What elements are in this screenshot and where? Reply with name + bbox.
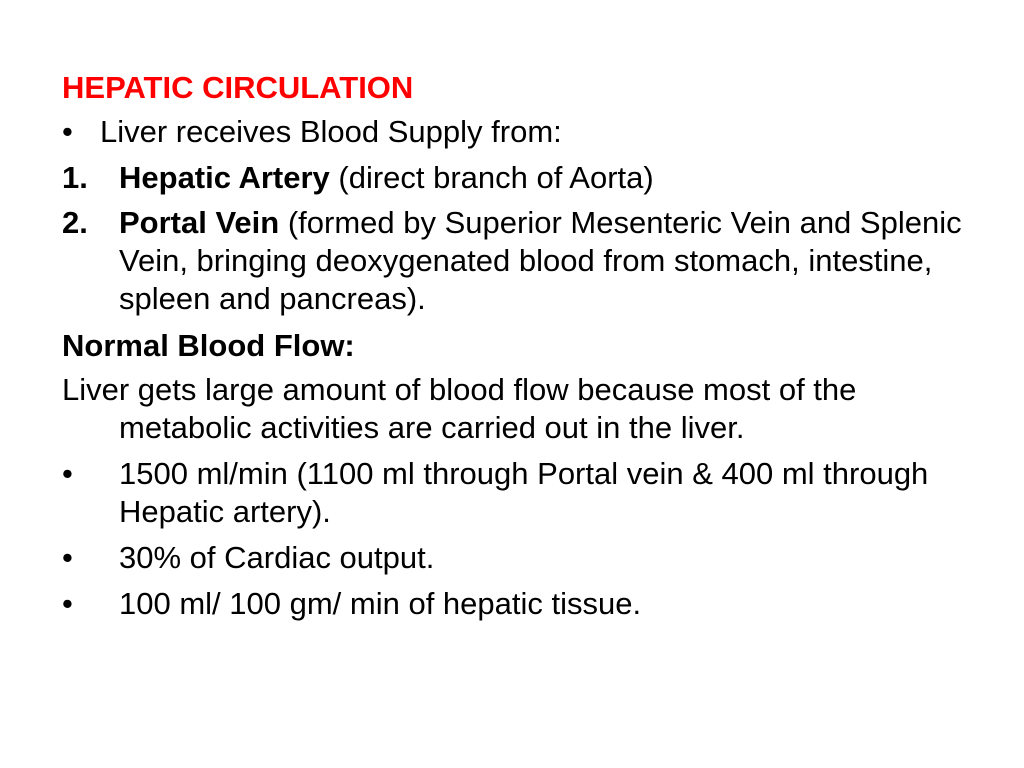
intro-bullet-item [62,112,962,158]
bullet-marker: • [62,540,73,575]
flow-point-item [62,455,962,531]
supply-term: Hepatic Artery [119,160,330,195]
flow-paragraph: Liver gets large amount of blood flow because most of the metabolic activities are carried out in the liver. [62,372,857,445]
slide-content [62,68,962,631]
number-marker: 1. [62,160,88,195]
flow-heading: Normal Blood Flow: [62,328,355,363]
supply-item-portal-vein [62,204,962,318]
flow-point-text: 100 ml/ 100 gm/ min of hepatic tissue. [119,586,642,621]
supply-item-hepatic-artery [62,158,962,204]
supply-description: (direct branch of Aorta) [329,160,654,195]
bullet-marker: • [62,114,73,149]
bullet-marker: • [62,456,73,491]
number-marker: 2. [62,205,88,240]
flow-point-item [62,585,962,623]
supply-description: (formed by Superior Mesenteric Vein and Splenic Vein, bringing deoxygenated blood from stomach, intestine, spleen and pancreas). [119,205,962,316]
flow-points-list [62,455,962,623]
flow-point-item [62,539,962,577]
flow-point-text: 30% of Cardiac output. [119,540,435,575]
slide-title: HEPATIC CIRCULATION [62,70,414,105]
intro-text: Liver receives Blood Supply from: [100,114,562,149]
bullet-marker: • [62,586,73,621]
supply-term: Portal Vein [119,205,280,240]
flow-point-text: 1500 ml/min (1100 ml through Portal vein & 400 ml through Hepatic artery). [119,456,929,529]
